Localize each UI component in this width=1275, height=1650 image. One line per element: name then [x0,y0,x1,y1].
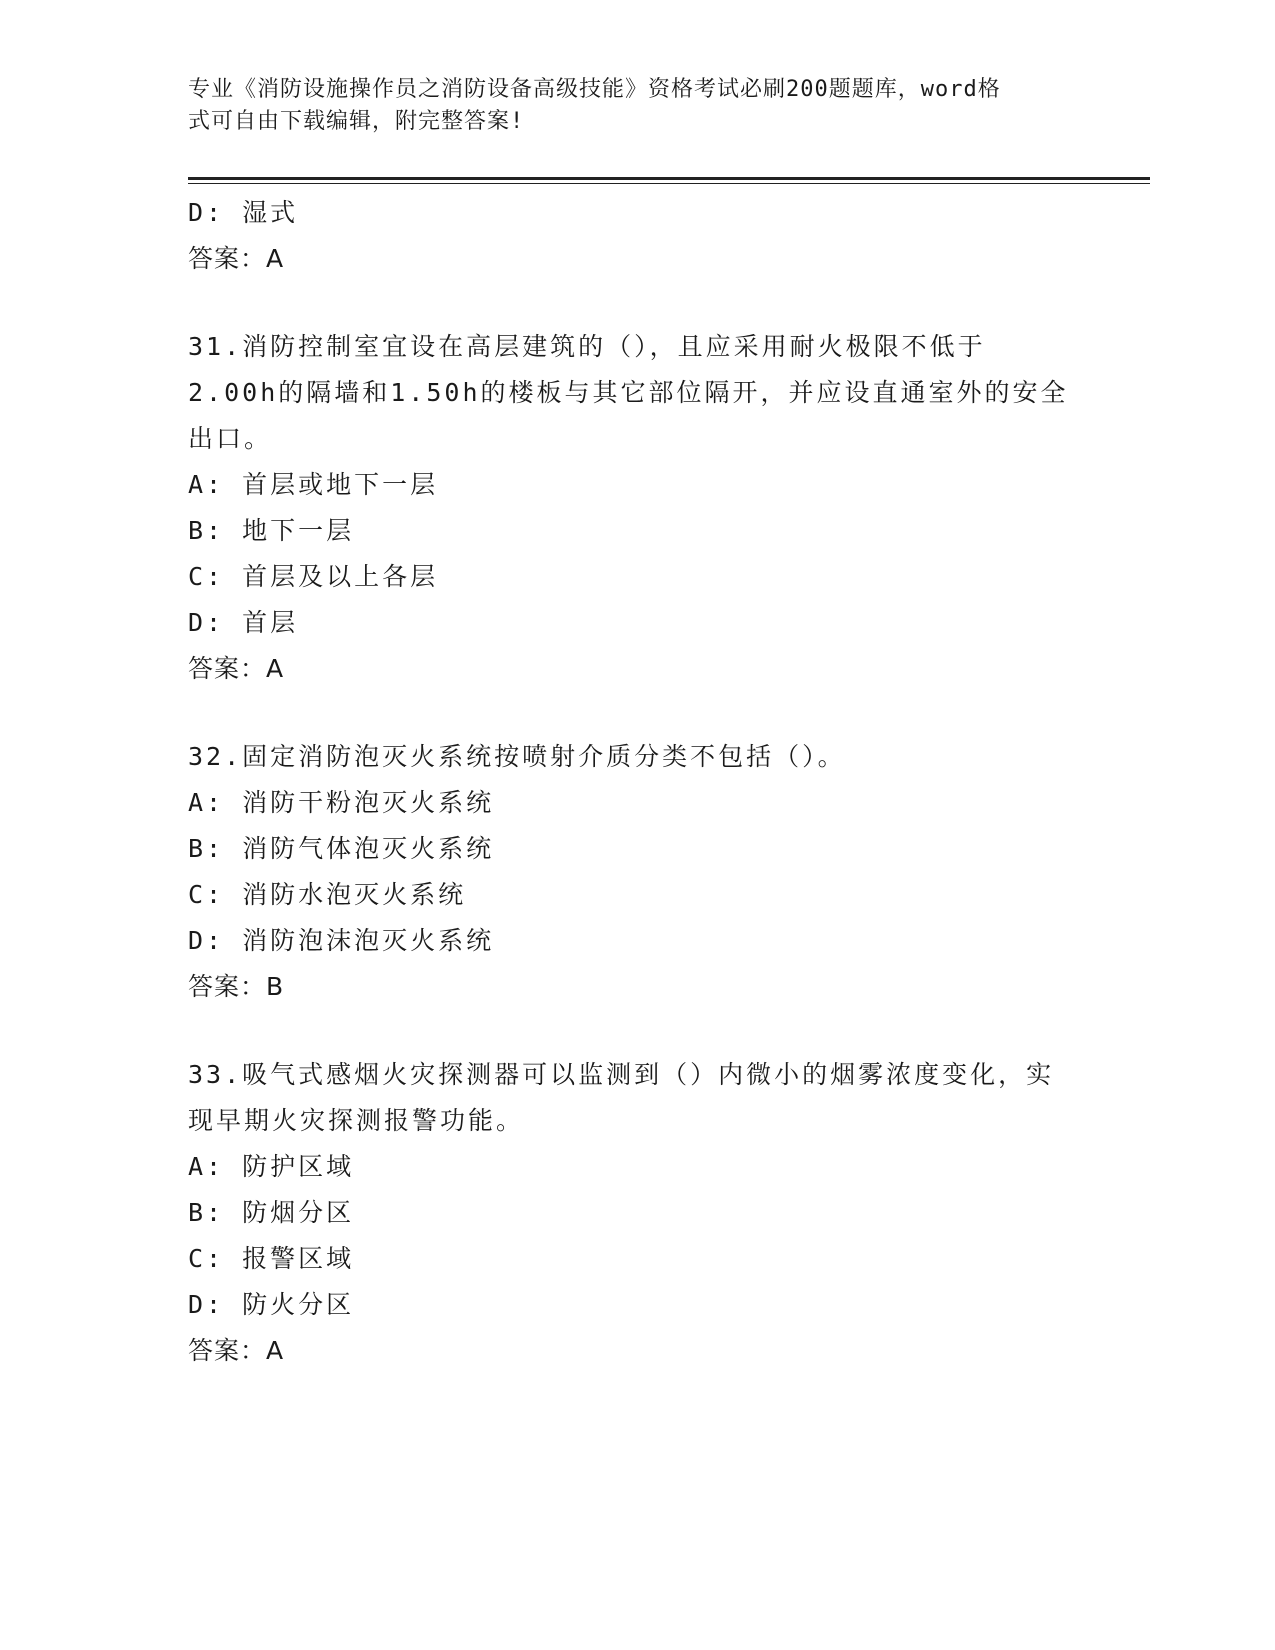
question-stem-line: 32.固定消防泡灭火系统按喷射介质分类不包括（）。 [188,742,846,771]
question-31 [188,324,1088,692]
header-divider-thin [188,183,1150,184]
header-divider-thick [188,177,1150,180]
option-c: C: 消防水泡灭火系统 [188,880,467,909]
answer: 答案：A [188,654,285,683]
answer: 答案：A [188,1336,285,1365]
option-a: A: 消防干粉泡灭火系统 [188,788,495,817]
question-stem-line: 现早期火灾探测报警功能。 [188,1106,525,1135]
option-d: D: 防火分区 [188,1290,355,1319]
header-line-2: 式可自由下载编辑，附完整答案! [188,109,525,134]
option-c: C: 首层及以上各层 [188,562,439,591]
option-a: A: 防护区域 [188,1152,355,1181]
header-line-1: 专业《消防设施操作员之消防设备高级技能》资格考试必刷200题题库，word格 [188,77,1001,102]
previous-question-tail [188,190,1088,282]
option-c: C: 报警区域 [188,1244,355,1273]
document-body [188,190,1088,1374]
option-d: D: 湿式 [188,198,299,227]
question-33 [188,1052,1088,1374]
option-b: B: 消防气体泡灭火系统 [188,834,495,863]
option-b: B: 防烟分区 [188,1198,355,1227]
question-stem-line: 33.吸气式感烟火灾探测器可以监测到（）内微小的烟雾浓度变化，实 [188,1060,1055,1089]
question-32 [188,734,1088,1010]
answer: 答案：B [188,972,285,1001]
answer: 答案：A [188,244,285,273]
question-stem-line: 出口。 [188,424,273,453]
option-b: B: 地下一层 [188,516,355,545]
question-stem-line: 31.消防控制室宜设在高层建筑的（），且应采用耐火极限不低于 [188,332,986,361]
option-a: A: 首层或地下一层 [188,470,439,499]
option-d: D: 首层 [188,608,299,637]
question-stem-line: 2.00h的隔墙和1.50h的楼板与其它部位隔开，并应设直通室外的安全 [188,378,1069,407]
document-header [188,74,1068,138]
option-d: D: 消防泡沫泡灭火系统 [188,926,495,955]
